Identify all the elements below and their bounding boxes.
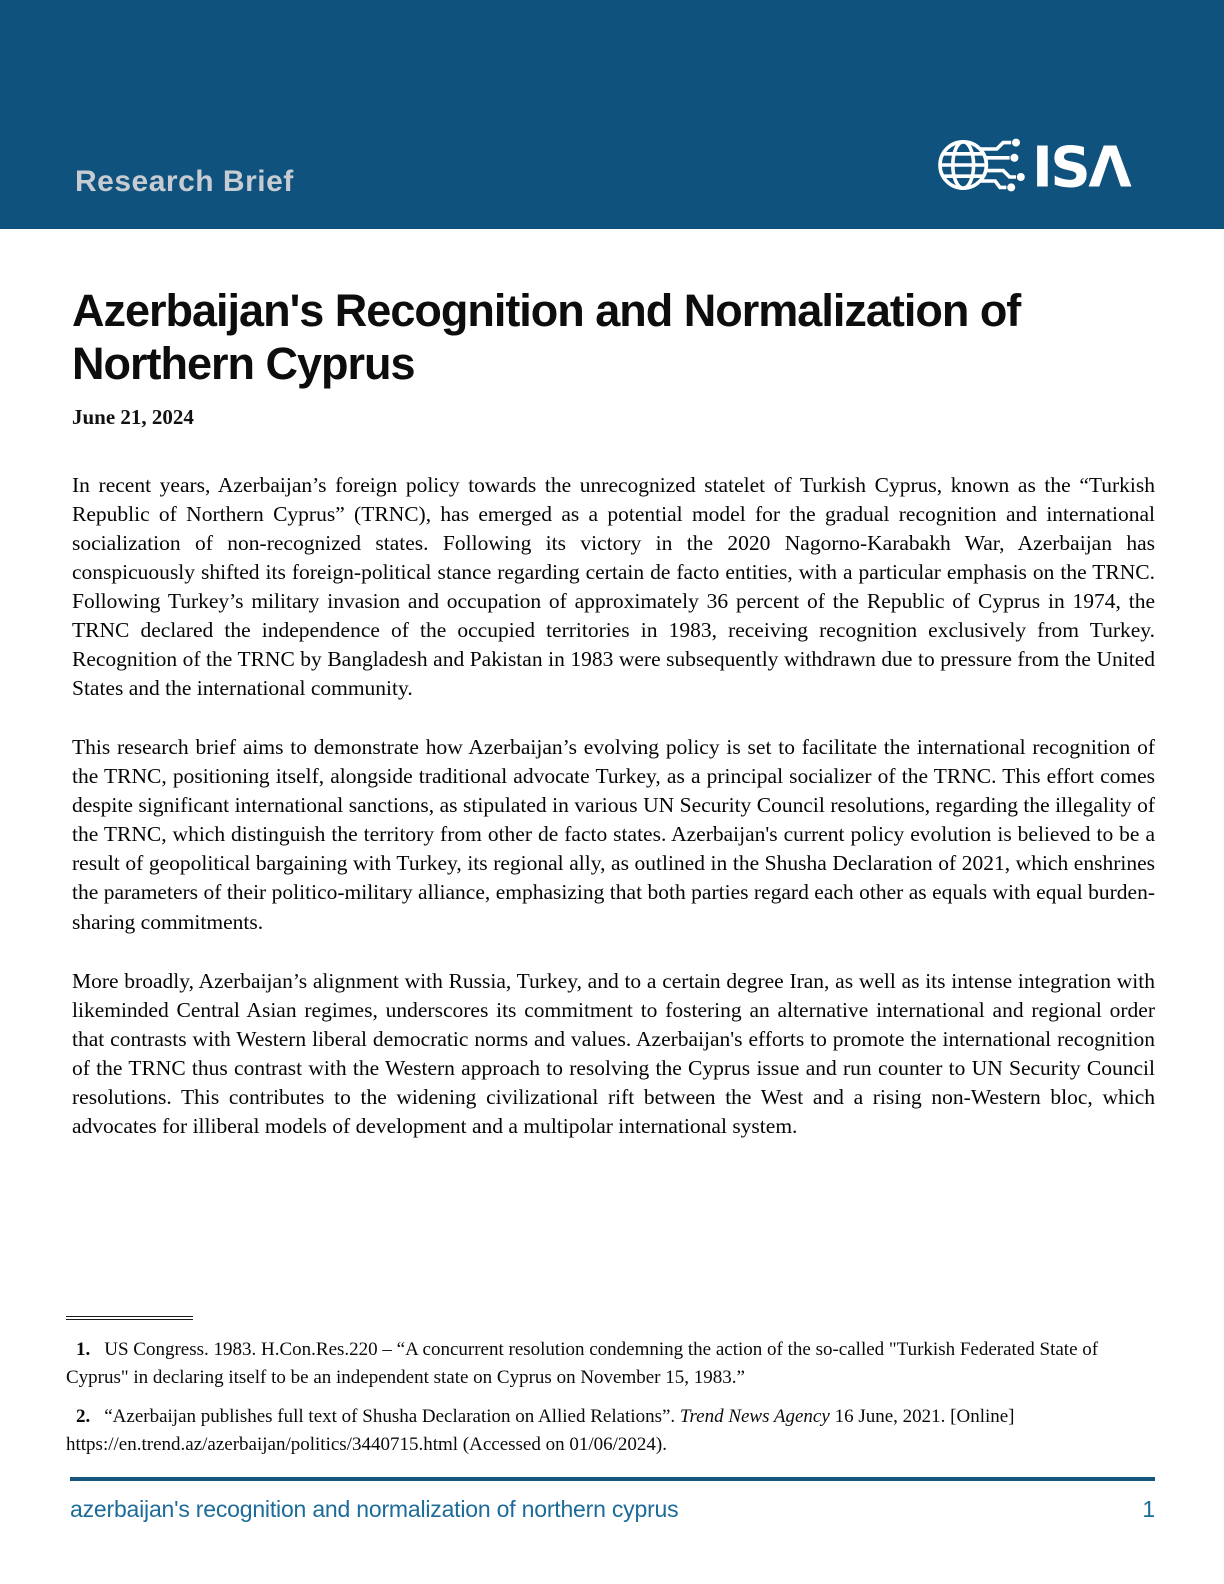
logo-text: ISΛ bbox=[1032, 135, 1130, 197]
footnote-text: “Azerbaijan publishes full text of Shusha Declaration on Allied Relations”. bbox=[104, 1406, 680, 1428]
footnote-text: US Congress. 1983. H.Con.Res.220 – “A concurrent resolution condemning the action of the so-called "Turkish Federated State of Cyprus" in declaring itself to be an independent state on Cyprus on November 15, 1983.” bbox=[66, 1339, 1099, 1388]
globe-circuit-icon bbox=[940, 142, 1016, 188]
document-body bbox=[0, 229, 1224, 1171]
footnote-1 bbox=[66, 1336, 1152, 1391]
footnotes-section bbox=[66, 1316, 1152, 1470]
publication-date: June 21, 2024 bbox=[72, 405, 194, 430]
footnote-separator bbox=[66, 1316, 193, 1320]
page-footer bbox=[70, 1477, 1155, 1523]
footnote-number: 2. bbox=[76, 1406, 91, 1428]
footnote-number: 1. bbox=[76, 1339, 91, 1360]
footer-rule bbox=[70, 1477, 1155, 1481]
paragraph-1: In recent years, Azerbaijan’s foreign policy towards the unrecognized statelet of Turkish Cyprus, known as the “Turkish Republic of Northern Cyprus” (TRNC), has emerged as a potential model for the gradual recognition and international socialization of non-recognized states. Following its victory in the 2020 Nagorno-Karabakh War, Azerbaijan has conspicuously shifted its foreign-political stance regarding certain de facto entities, with a particular emphasis on the TRNC. Following Turkey’s military invasion and occupation of approximately 36 percent of the Republic of Cyprus in 1974, the TRNC declared the independence of the occupied territories in 1983, receiving recognition exclusively from Turkey. Recognition of the TRNC by Bangladesh and Pakistan in 1983 were subsequently withdrawn due to pressure from the United States and the international community. bbox=[72, 473, 1155, 701]
footnote-text: 16 June, 2021. [Online] https://en.trend.az/azerbaijan/politics/3440715.html (Accessed on 01/06/2024). bbox=[66, 1406, 1015, 1455]
header-label: Research Brief bbox=[75, 165, 294, 198]
footnote-source-italic: Trend News Agency bbox=[679, 1406, 830, 1428]
paragraph-2: This research brief aims to demonstrate how Azerbaijan’s evolving policy is set to facilitate the international recognition of the TRNC, positioning itself, alongside traditional advocate Turkey, as a principal socializer of the TRNC. This effort comes despite significant international sanctions, as stipulated in various UN Security Council resolutions, regarding the illegality of the TRNC, which distinguish the territory from other de facto states. Azerbaijan's current policy evolution is believed to be a result of geopolitical bargaining with Turkey, its regional ally, as outlined in the Shusha Declaration of 2021, which enshrines the parameters of their politico-military alliance, emphasizing that both parties regard each other as equals with equal burden-sharing commitments. bbox=[72, 735, 1155, 934]
paragraph-3: More broadly, Azerbaijan’s alignment with Russia, Turkey, and to a certain degree Iran, as well as its intense integration with likeminded Central Asian regimes, underscores its commitment to fostering an alternative international and regional order that contrasts with Western liberal democratic norms and values. Azerbaijan's efforts to promote the international recognition of the TRNC thus contrast with the Western approach to resolving the Cyprus issue and run counter to UN Security Council resolutions. This contributes to the widening civilizational rift between the West and a rising non-Western bloc, which advocates for illiberal models of development and a multipolar international system. bbox=[72, 968, 1155, 1138]
footnote-2 bbox=[66, 1403, 1152, 1458]
page-title: Azerbaijan's Recognition and Normalization of Northern Cyprus bbox=[72, 285, 1021, 389]
page-number: 1 bbox=[1142, 1496, 1155, 1522]
footer-running-title: azerbaijan's recognition and normalization of northern cyprus bbox=[70, 1496, 679, 1522]
isa-logo bbox=[936, 133, 1152, 197]
header-band bbox=[0, 0, 1224, 229]
body-copy bbox=[72, 471, 1155, 1140]
